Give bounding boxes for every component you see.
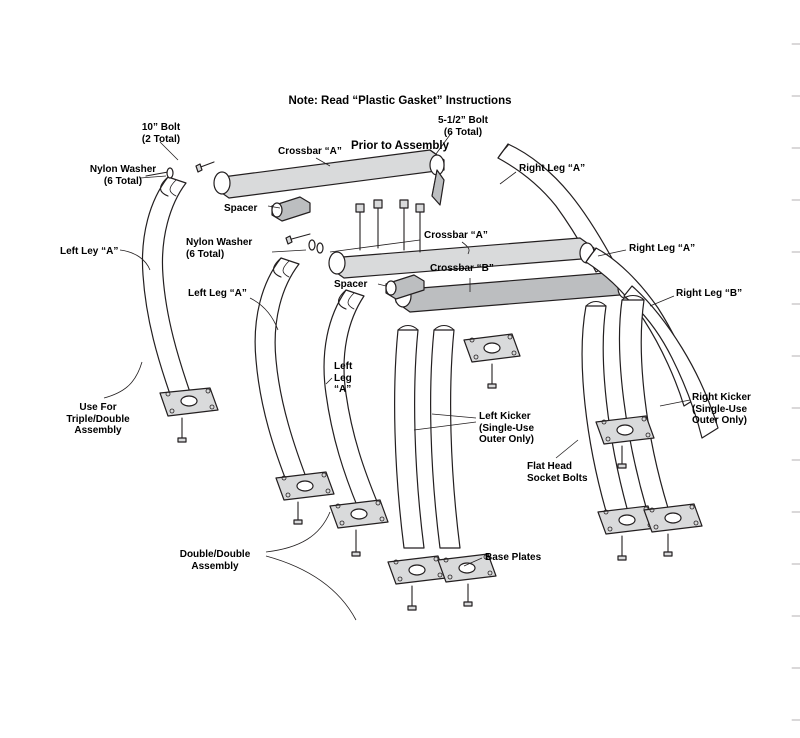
- assembly-note-line-1: Note: Read “Plastic Gasket” Instructions: [288, 95, 512, 107]
- label-nylon-washer-mid: Nylon Washer (6 Total): [186, 237, 253, 260]
- page-edge-ticks: [792, 44, 800, 720]
- base-plate-right-3: [644, 504, 702, 556]
- label-crossbar-a-top: Crossbar “A”: [278, 146, 342, 157]
- base-plate-middle-left: [276, 472, 334, 524]
- label-base-plates: Base Plates: [485, 552, 542, 563]
- left-leg-a-lower: [324, 290, 378, 508]
- label-flat-head-socket-bolts: Flat Head Socket Bolts: [527, 461, 588, 484]
- base-plate-top-left: [160, 388, 218, 442]
- base-plate-kicker-left-1: [388, 556, 446, 610]
- label-double-double-assembly: Double/Double Assembly: [179, 549, 251, 572]
- label-spacer-mid: Spacer: [334, 279, 368, 290]
- label-use-for-triple-double: Use For Triple/Double Assembly: [66, 402, 130, 436]
- label-spacer-top: Spacer: [224, 203, 258, 214]
- label-right-leg-a-top: Right Leg “A”: [519, 163, 586, 174]
- label-5-1-2-bolt: 5-1/2” Bolt (6 Total): [437, 115, 488, 138]
- label-crossbar-a-mid: Crossbar “A”: [424, 230, 488, 241]
- label-crossbar-b: Crossbar “B”: [430, 263, 494, 274]
- base-plate-lower-left: [330, 500, 388, 556]
- assembly-note-line-2: Prior to Assembly: [351, 140, 449, 152]
- label-left-leg-a-lower: Left Leg “A”: [334, 361, 353, 395]
- label-right-kicker: Right Kicker (Single-Use Outer Only): [692, 392, 751, 426]
- label-left-leg-a-mid: Left Leg “A”: [188, 288, 247, 299]
- label-right-leg-a-mid: Right Leg “A”: [629, 243, 696, 254]
- left-leg-a-top: [142, 177, 192, 400]
- left-kicker-pair: [395, 326, 460, 549]
- spacer-top: [272, 197, 310, 221]
- label-left-kicker: Left Kicker (Single-Use Outer Only): [479, 411, 535, 445]
- label-nylon-washer-top: Nylon Washer (6 Total): [89, 164, 157, 187]
- label-right-leg-b: Right Leg “B”: [676, 288, 743, 299]
- base-plate-center: [464, 334, 520, 388]
- label-10-bolt: 10” Bolt (2 Total): [141, 122, 181, 145]
- label-left-ley-a: Left Ley “A”: [60, 246, 119, 257]
